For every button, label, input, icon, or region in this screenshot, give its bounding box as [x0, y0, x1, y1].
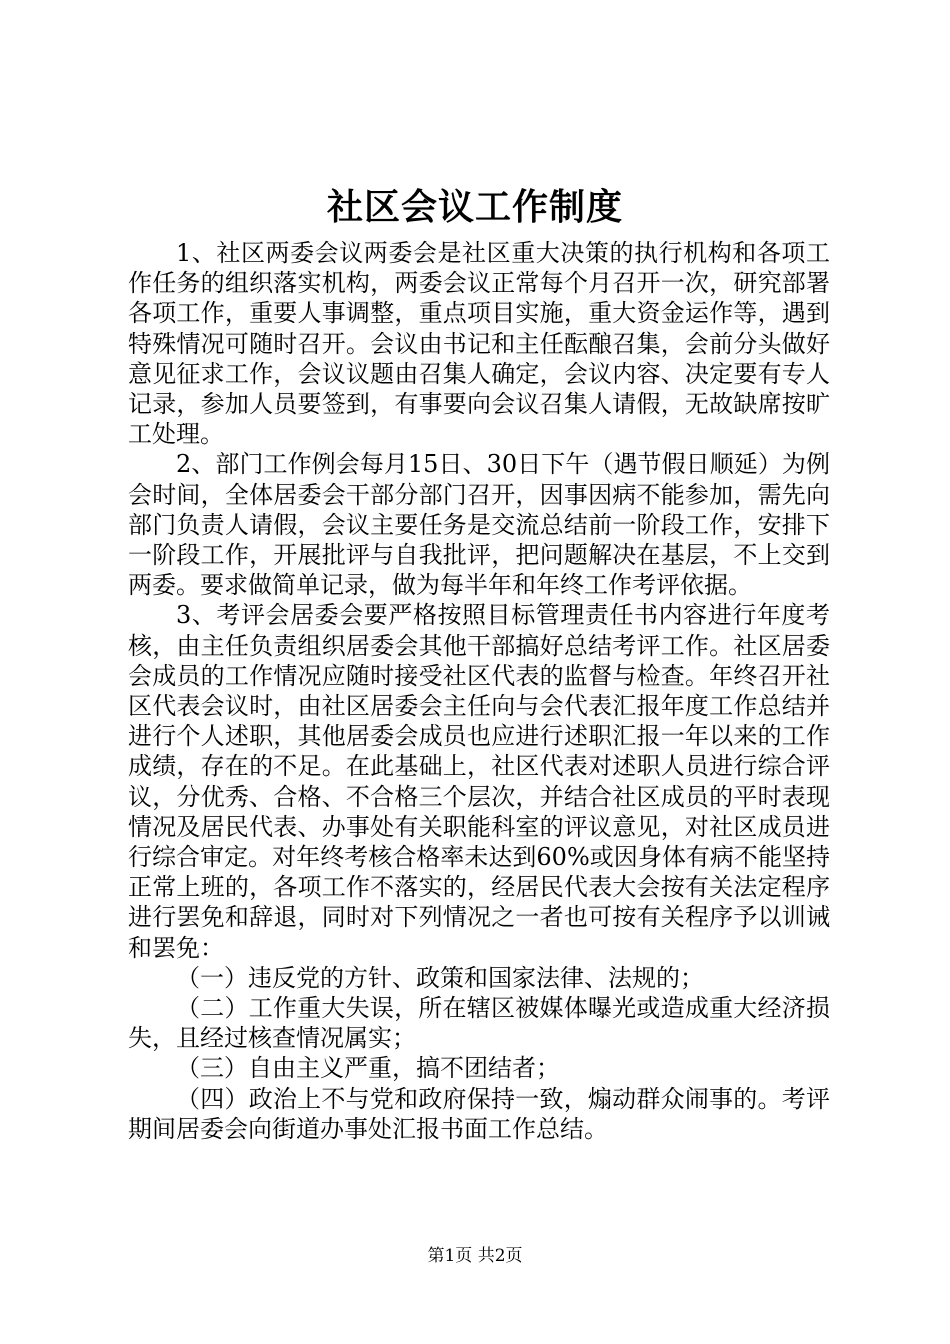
- paragraph-3: 3、考评会居委会要严格按照目标管理责任书内容进行年度考核，由主任负责组织居委会其他干部搞好总结考评工作。社区居委会成员的工作情况应随时接受社区代表的监督与检查。年终召开社区代表会议时，由社区居委会主任向与会代表汇报年度工作总结并进行个人述职，其他居委会成员也应进行述职汇报一年以来的工作成绩，存在的不足。在此基础上，社区代表对述职人员进行综合评议，分优秀、合格、不合格三个层次，并结合社区成员的平时表现情况及居民代表、办事处有关职能科室的评议意见，对社区成员进行综合审定。对年终考核合格率未达到60%或因身体有病不能坚持正常上班的，各项工作不落实的，经居民代表大会按有关法定程序进行罢免和辞退，同时对下列情况之一者也可按有关程序予以训诫和罢免：: [128, 601, 830, 962]
- page-footer: [0, 1244, 950, 1268]
- list-item-4: （四）政治上不与党和政府保持一致，煽动群众闹事的。考评期间居委会向街道办事处汇报书面工作总结。: [128, 1084, 830, 1143]
- paragraph-2: 2、部门工作例会每月15日、30日下午（遇节假日顺延）为例会时间，全体居委会干部分部门召开，因事因病不能参加，需先向部门负责人请假，会议主要任务是交流总结前一阶段工作，安排下一阶段工作，开展批评与自我批评，把问题解决在基层，不上交到两委。要求做简单记录，做为每半年和年终工作考评依据。: [128, 450, 830, 600]
- page-number: 第1页: [427, 1246, 473, 1266]
- list-item-1: （一）违反党的方针、政策和国家法律、法规的；: [176, 963, 704, 992]
- document-title: 社区会议工作制度: [326, 186, 623, 228]
- list-item-3: （三）自由主义严重，搞不团结者；: [176, 1054, 560, 1083]
- document-body: [128, 238, 830, 1144]
- paragraph-1: 1、社区两委会议两委会是社区重大决策的执行机构和各项工作任务的组织落实机构，两委会议正常每个月召开一次，研究部署各项工作，重要人事调整，重点项目实施，重大资金运作等，遇到特殊情况可随时召开。会议由书记和主任酝酿召集，会前分头做好意见征求工作，会议议题由召集人确定，会议内容、决定要有专人记录，参加人员要签到，有事要向会议召集人请假，无故缺席按旷工处理。: [128, 239, 830, 449]
- page-total: 共2页: [477, 1246, 523, 1266]
- list-item-2: （二）工作重大失误，所在辖区被媒体曝光或造成重大经济损失，且经过核查情况属实；: [128, 994, 830, 1053]
